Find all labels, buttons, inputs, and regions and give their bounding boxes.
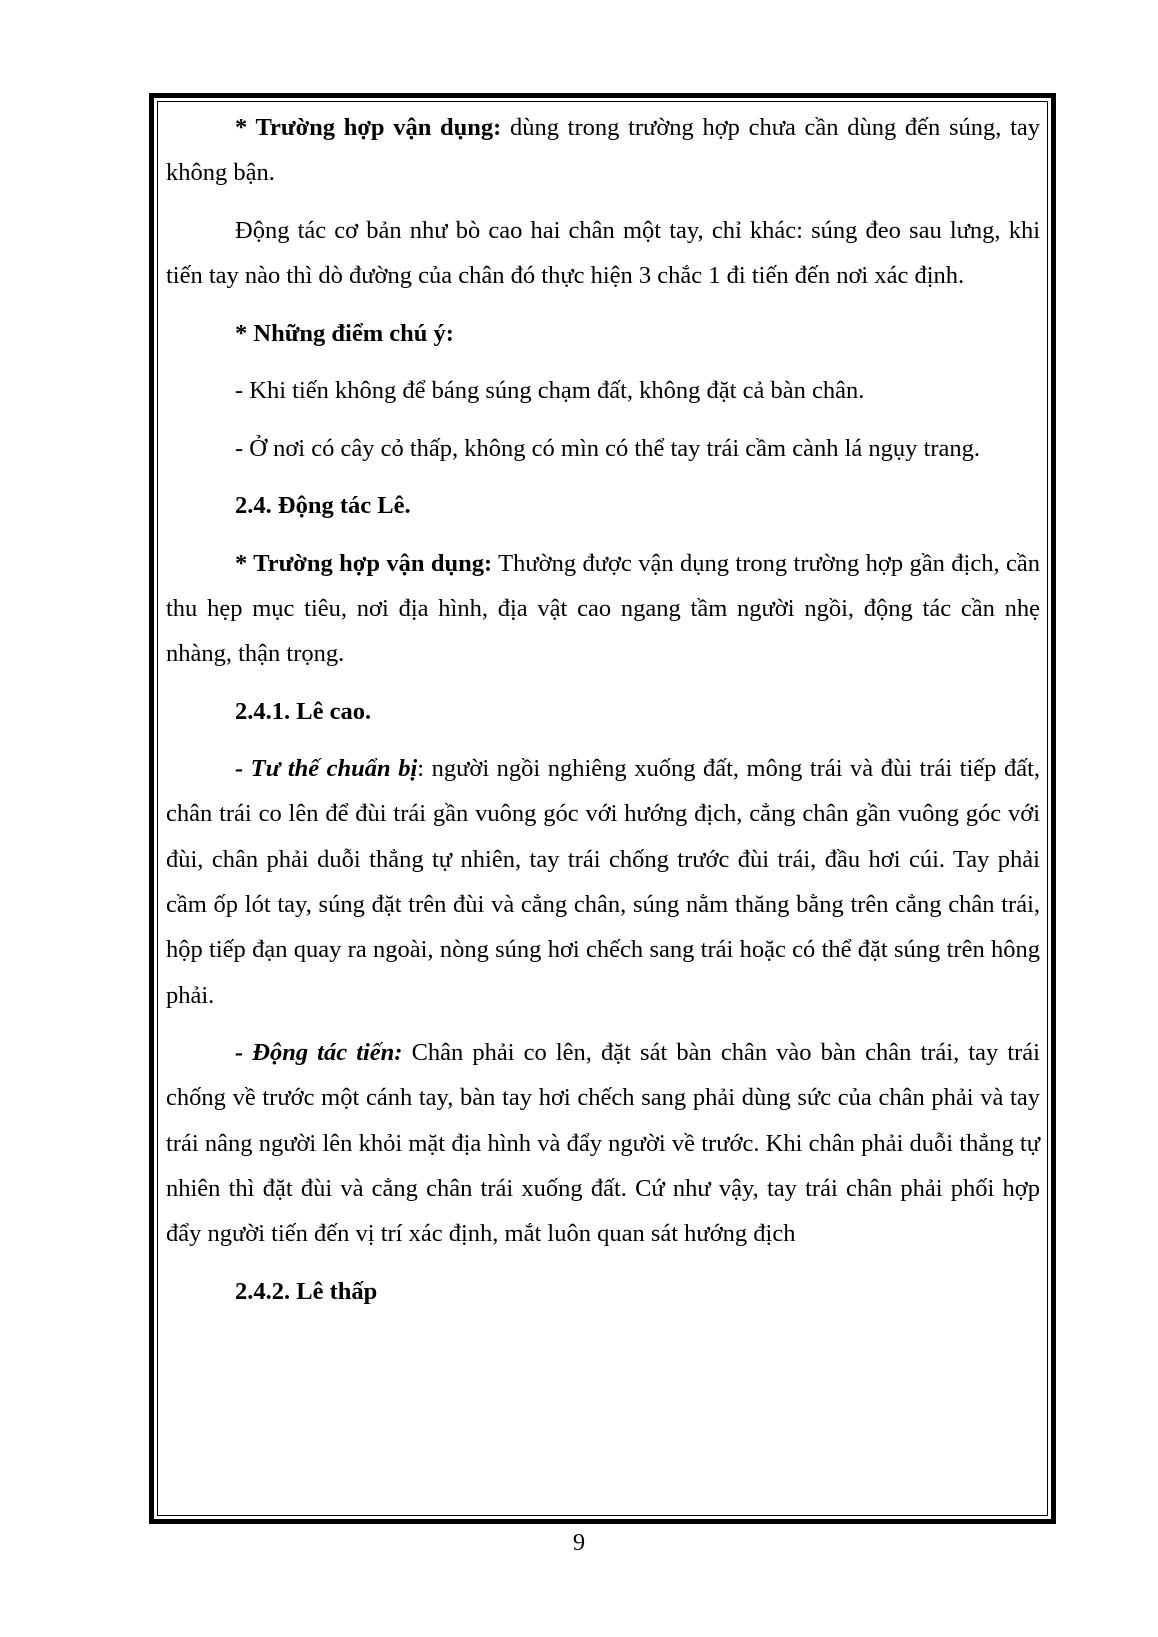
paragraph-text: Thường được vận dụng trong trường hợp gần địch, cần thu hẹp mục tiêu, nơi địa hình, địa vật cao ngang tầm người ngồi, động tác cần nhẹ nhàng, thận trọng. — [166, 549, 1040, 668]
heading-notes — [166, 311, 1040, 356]
paragraph-text: dùng trong trường hợp chưa cần dùng đến súng, tay không bận. — [166, 114, 1040, 187]
paragraph-advance-action — [166, 1030, 1040, 1256]
paragraph-text: Động tác cơ bản như bò cao hai chân một tay, chỉ khác: súng đeo sau lưng, khi tiến tay nào thì dò đường của chân đó thực hiện 3 chắc 1 đi tiến đến nơi xác định. — [166, 216, 1040, 290]
paragraph-text: - Khi tiến không để báng súng chạm đất, không đặt cả bàn chân. — [235, 377, 865, 405]
paragraph-basic-action — [166, 208, 1040, 299]
paragraph-text: : người ngồi nghiêng xuống đất, mông trái và đùi trái tiếp đất, chân trái co lên để đùi trái gần vuông góc với hướng địch, cẳng chân gần vuông góc với đùi, chân phải duỗi thẳng tự nhiên, tay trái chống trước đùi trái, đầu hơi cúi. Tay phải cầm ốp lót tay, súng đặt trên đùi và cẳng chân, súng nằm thăng bằng trên cẳng chân trái, hộp tiếp đạn quay ra ngoài, nòng súng hơi chếch sang trái hoặc có thể đặt súng trên hông phải. — [166, 755, 1041, 1009]
note-item-1 — [166, 368, 1040, 413]
heading-text: 2.4. Động tác Lê. — [235, 492, 411, 520]
section-heading-2-4 — [166, 483, 1040, 528]
section-heading-2-4-1 — [166, 689, 1040, 734]
paragraph-lead: * Trường hợp vận dụng: — [235, 114, 502, 141]
heading-text: 2.4.2. Lê thấp — [235, 1277, 378, 1305]
section-heading-2-4-2 — [166, 1269, 1040, 1314]
paragraph-ready-posture — [166, 746, 1040, 1018]
paragraph-application-1 — [166, 105, 1040, 196]
page-number: 9 — [572, 1529, 586, 1556]
paragraph-text: - Ở nơi có cây cỏ thấp, không có mìn có thể tay trái cầm cành lá ngụy trang. — [235, 434, 980, 462]
paragraph-lead: * Trường hợp vận dụng: — [235, 549, 493, 577]
paragraph-lead: - Động tác tiến: — [235, 1039, 403, 1067]
note-item-2 — [166, 426, 1040, 471]
paragraph-lead: - Tư thế chuẩn bị — [235, 755, 418, 783]
heading-text: * Những điểm chú ý: — [235, 319, 454, 347]
heading-text: 2.4.1. Lê cao. — [235, 697, 372, 725]
paragraph-application-2 — [166, 541, 1040, 677]
paragraph-text: Chân phải co lên, đặt sát bàn chân vào bàn chân trái, tay trái chống về trước một cánh tay, bàn tay hơi chếch sang phải dùng sức của chân phải và tay trái nâng người lên khỏi mặt địa hình và đẩy người về trước. Khi chân phải duỗi thẳng tự nhiên thì đặt đùi và cẳng chân trái xuống đất. Cứ như vậy, tay trái chân phải phối hợp đẩy người tiến đến vị trí xác định, mắt luôn quan sát hướng địch — [166, 1039, 1040, 1248]
document-body — [166, 105, 1040, 1326]
